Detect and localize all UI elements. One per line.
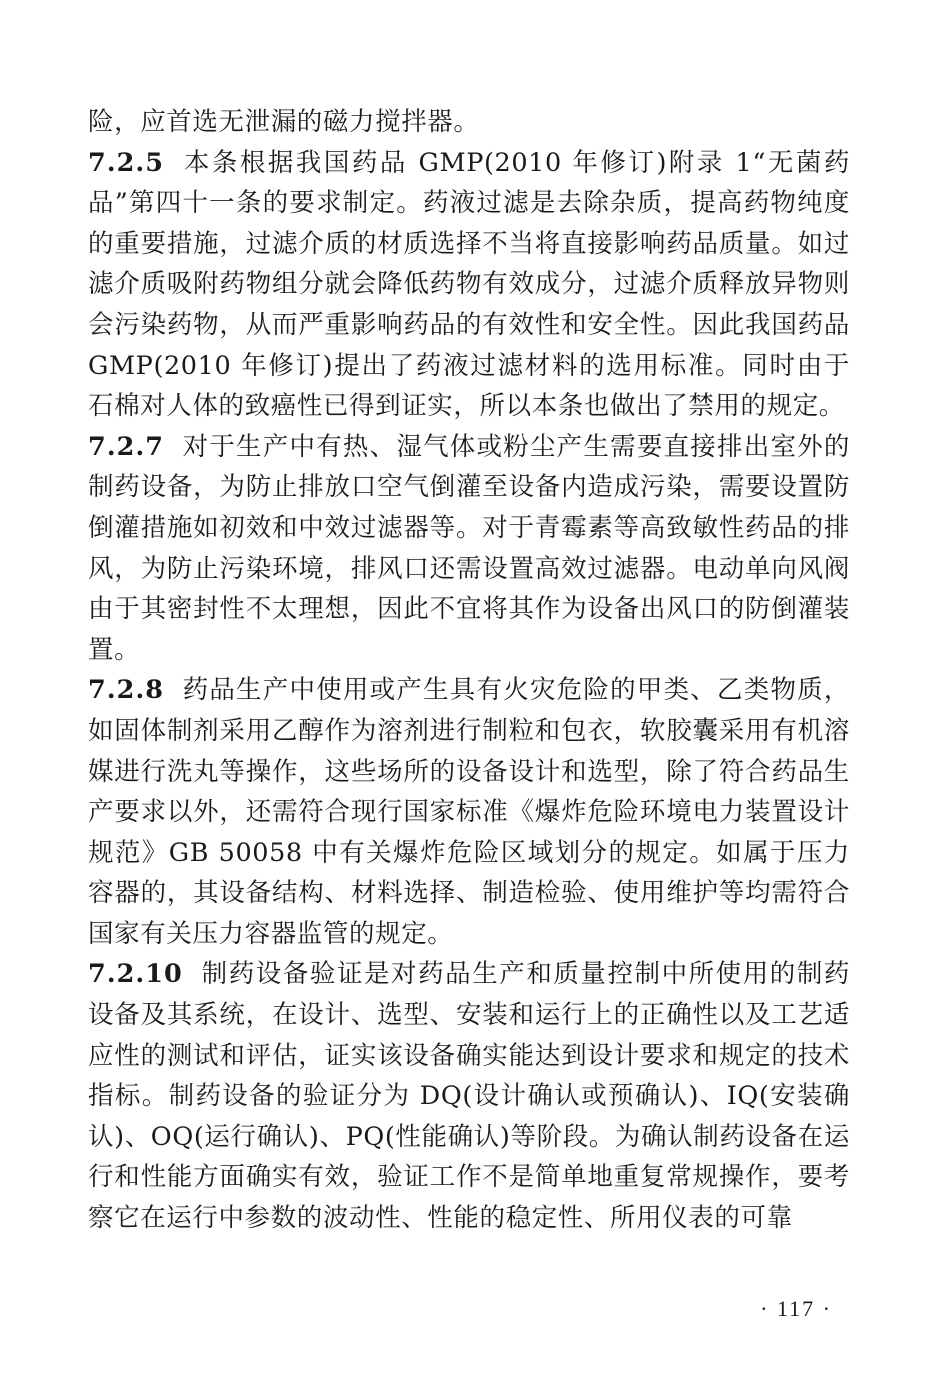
clause-number: 7.2.7 (88, 431, 164, 462)
clause-7-2-8 (88, 670, 850, 954)
clause-7-2-7 (88, 427, 850, 671)
paragraph-text: 险，应首选无泄漏的磁力搅拌器。 (88, 107, 480, 137)
clause-text: 本条根据我国药品 GMP(2010 年修订)附录 1“无菌药品”第四十一条的要求制定。药液过滤是去除杂质，提高药物纯度的重要措施，过滤介质的材质选择不当将直接影响药品质量。如过滤介质吸附药物组分就会降低药物有效成分，过滤介质释放异物则会污染药物，从而严重影响药品的有效性和安全性。因此我国药品 GMP(2010 年修订)提出了药液过滤材料的选用标准。同时由于石棉对人体的致癌性已得到证实，所以本条也做出了禁用的规定。 (88, 147, 850, 422)
clause-text: 药品生产中使用或产生具有火灾危险的甲类、乙类物质，如固体制剂采用乙醇作为溶剂进行制粒和包衣，软胶囊采用有机溶媒进行洗丸等操作，这些场所的设备设计和选型，除了符合药品生产要求以外，还需符合现行国家标准《爆炸危险环境电力装置设计规范》GB 50058 中有关爆炸危险区域划分的规定。如属于压力容器的，其设备结构、材料选择、制造检验、使用维护等均需符合国家有关压力容器监管的规定。 (88, 675, 850, 949)
clause-text: 制药设备验证是对药品生产和质量控制中所使用的制药设备及其系统，在设计、选型、安装和运行上的正确性以及工艺适应性的测试和评估，证实该设备确实能达到设计要求和规定的技术指标。制药设备的验证分为 DQ(设计确认或预确认)、IQ(安装确认)、OQ(运行确认)、PQ(性能确认)等阶段。为确认制药设备在运行和性能方面确实有效，验证工作不是简单地重复常规操作，要考察它在运行中参数的波动性、性能的稳定性、所用仪表的可靠 (88, 959, 850, 1234)
page-number: · 117 · (760, 1296, 832, 1321)
clause-number: 7.2.5 (88, 147, 164, 178)
clause-text: 对于生产中有热、湿气体或粉尘产生需要直接排出室外的制药设备，为防止排放口空气倒灌至设备内造成污染，需要设置防倒灌措施如初效和中效过滤器等。对于青霉素等高致敏性药品的排风，为防止污染环境，排风口还需设置高效过滤器。电动单向风阀由于其密封性不太理想，因此不宜将其作为设备出风口的防倒灌装置。 (88, 431, 850, 665)
document-body (88, 102, 850, 1239)
clause-7-2-5 (88, 143, 850, 427)
paragraph-continuation (88, 102, 850, 143)
clause-7-2-10 (88, 954, 850, 1238)
clause-number: 7.2.8 (88, 675, 164, 706)
clause-number: 7.2.10 (88, 959, 183, 990)
